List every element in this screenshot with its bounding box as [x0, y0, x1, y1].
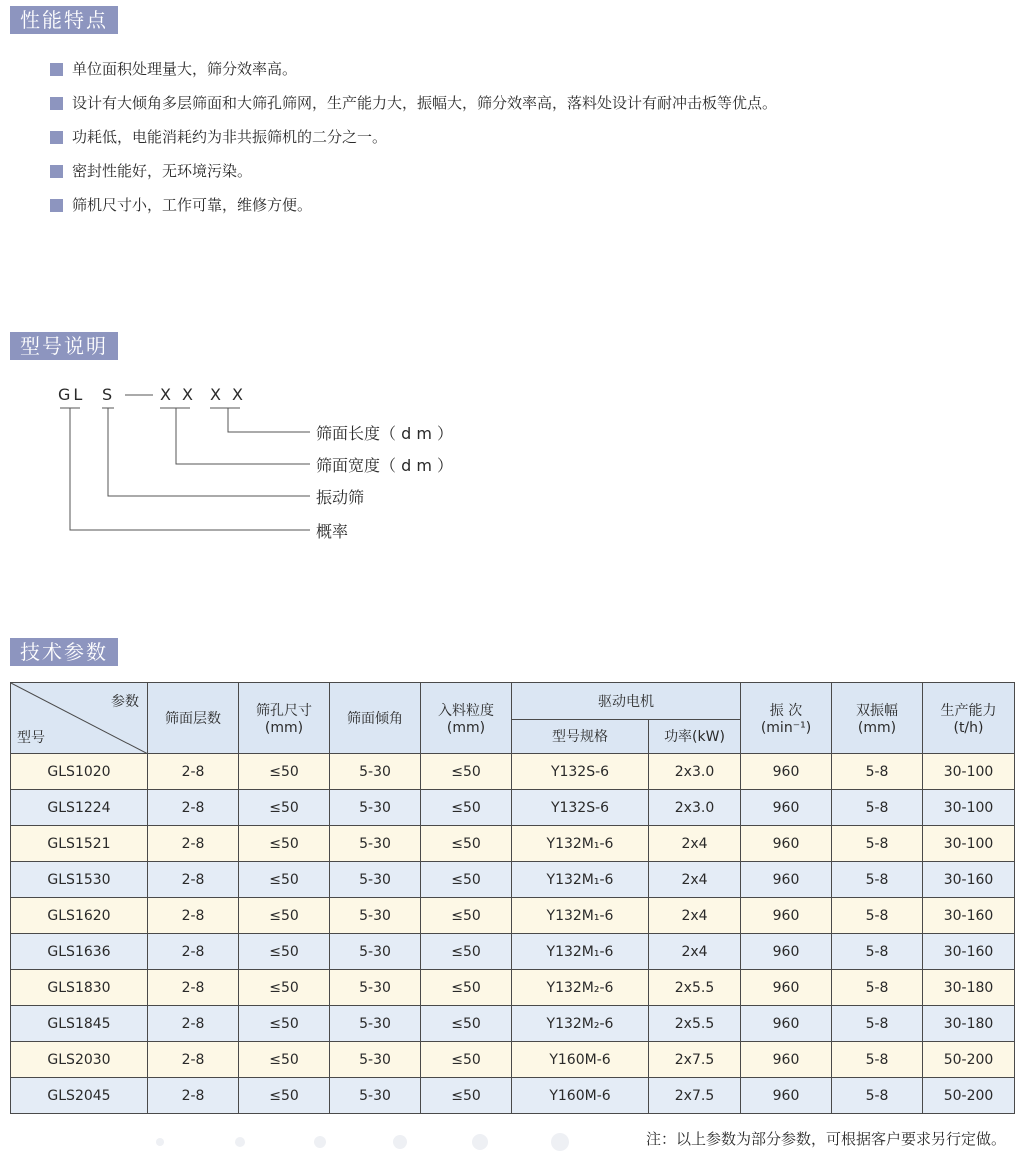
header-angle: 筛面倾角: [330, 683, 421, 754]
cell-angle: 5-30: [330, 1006, 421, 1042]
cell-frequency: 960: [741, 934, 832, 970]
cell-motor-model: Y132S-6: [512, 754, 649, 790]
cell-model: GLS1830: [11, 970, 148, 1006]
table-row: [11, 826, 1015, 862]
cell-capacity: 30-100: [923, 790, 1015, 826]
cell-angle: 5-30: [330, 1078, 421, 1114]
cell-capacity: 30-100: [923, 754, 1015, 790]
cell-amplitude: 5-8: [832, 1006, 923, 1042]
feature-text: 密封性能好，无环境污染。: [72, 162, 253, 180]
cell-capacity: 30-160: [923, 862, 1015, 898]
cell-feed-size: ≤50: [421, 790, 512, 826]
cell-angle: 5-30: [330, 970, 421, 1006]
table-row: [11, 970, 1015, 1006]
cell-motor-model: Y132M₁-6: [512, 934, 649, 970]
cell-model: GLS1521: [11, 826, 148, 862]
specs-title: 技术参数: [10, 638, 118, 666]
cell-frequency: 960: [741, 970, 832, 1006]
cell-feed-size: ≤50: [421, 934, 512, 970]
cell-hole-size: ≤50: [239, 970, 330, 1006]
cell-hole-size: ≤50: [239, 1006, 330, 1042]
cell-model: GLS1636: [11, 934, 148, 970]
header-hole-size: 筛孔尺寸 (mm): [239, 683, 330, 754]
footnote: 注：以上参数为部分参数，可根据客户要求另行定做。: [645, 1130, 1006, 1148]
model-code-s: S: [102, 385, 116, 404]
cell-hole-size: ≤50: [239, 862, 330, 898]
header-motor-power: 功率(kW): [649, 719, 741, 754]
cell-model: GLS2045: [11, 1078, 148, 1114]
cell-hole-size: ≤50: [239, 826, 330, 862]
cell-layers: 2-8: [148, 754, 239, 790]
cell-frequency: 960: [741, 1078, 832, 1114]
cell-angle: 5-30: [330, 790, 421, 826]
cell-motor-model: Y132M₁-6: [512, 862, 649, 898]
cell-amplitude: 5-8: [832, 790, 923, 826]
table-row: [11, 934, 1015, 970]
cell-motor-power: 2x5.5: [649, 1006, 741, 1042]
model-desc-rate: 概率: [316, 522, 349, 541]
model-code-gl: GL: [58, 385, 86, 404]
cell-motor-power: 2x3.0: [649, 754, 741, 790]
header-motor-model: 型号规格: [512, 719, 649, 754]
cell-hole-size: ≤50: [239, 790, 330, 826]
header-feed-size: 入料粒度 (mm): [421, 683, 512, 754]
cell-angle: 5-30: [330, 862, 421, 898]
cell-model: GLS1530: [11, 862, 148, 898]
cell-motor-power: 2x4: [649, 862, 741, 898]
cell-layers: 2-8: [148, 970, 239, 1006]
cell-layers: 2-8: [148, 1042, 239, 1078]
model-desc-length: 筛面长度（ d m ）: [316, 424, 454, 443]
table-row: [11, 1078, 1015, 1114]
cell-feed-size: ≤50: [421, 970, 512, 1006]
cell-amplitude: 5-8: [832, 862, 923, 898]
cell-motor-model: Y160M-6: [512, 1078, 649, 1114]
feature-text: 设计有大倾角多层筛面和大筛孔筛网，生产能力大，振幅大，筛分效率高，落料处设计有耐冲击板等优点。: [72, 94, 778, 112]
features-title: 性能特点: [10, 6, 118, 34]
cell-feed-size: ≤50: [421, 1078, 512, 1114]
header-amplitude: 双振幅 (mm): [832, 683, 923, 754]
cell-model: GLS1845: [11, 1006, 148, 1042]
model-desc-type: 振动筛: [316, 488, 365, 507]
cell-frequency: 960: [741, 826, 832, 862]
cell-model: GLS2030: [11, 1042, 148, 1078]
model-title: 型号说明: [10, 332, 118, 360]
cell-capacity: 30-160: [923, 898, 1015, 934]
cell-motor-model: Y132M₁-6: [512, 826, 649, 862]
cell-model: GLS1020: [11, 754, 148, 790]
feature-text: 筛机尺寸小，工作可靠，维修方便。: [72, 196, 313, 214]
cell-model: GLS1224: [11, 790, 148, 826]
table-row: [11, 862, 1015, 898]
feature-text: 单位面积处理量大，筛分效率高。: [72, 60, 298, 78]
cell-frequency: 960: [741, 898, 832, 934]
cell-frequency: 960: [741, 862, 832, 898]
cell-frequency: 960: [741, 754, 832, 790]
cell-capacity: 30-180: [923, 970, 1015, 1006]
cell-amplitude: 5-8: [832, 1042, 923, 1078]
cell-amplitude: 5-8: [832, 826, 923, 862]
cell-capacity: 50-200: [923, 1042, 1015, 1078]
cell-motor-power: 2x5.5: [649, 970, 741, 1006]
cell-layers: 2-8: [148, 1006, 239, 1042]
cell-angle: 5-30: [330, 826, 421, 862]
cell-angle: 5-30: [330, 1042, 421, 1078]
cell-motor-model: Y132S-6: [512, 790, 649, 826]
cell-capacity: 30-100: [923, 826, 1015, 862]
cell-capacity: 50-200: [923, 1078, 1015, 1114]
specs-table: [10, 682, 1015, 1114]
header-capacity: 生产能力 (t/h): [923, 683, 1015, 754]
model-connector-lines: [0, 0, 1022, 560]
cell-model: GLS1620: [11, 898, 148, 934]
cell-feed-size: ≤50: [421, 826, 512, 862]
cell-layers: 2-8: [148, 862, 239, 898]
cell-motor-model: Y160M-6: [512, 1042, 649, 1078]
cell-capacity: 30-180: [923, 1006, 1015, 1042]
cell-hole-size: ≤50: [239, 898, 330, 934]
cell-angle: 5-30: [330, 898, 421, 934]
cell-motor-model: Y132M₂-6: [512, 970, 649, 1006]
header-corner-params: 参数: [111, 694, 139, 710]
cell-amplitude: 5-8: [832, 970, 923, 1006]
cell-frequency: 960: [741, 790, 832, 826]
cell-hole-size: ≤50: [239, 1078, 330, 1114]
cell-amplitude: 5-8: [832, 934, 923, 970]
cell-amplitude: 5-8: [832, 898, 923, 934]
header-layers: 筛面层数: [148, 683, 239, 754]
cell-motor-power: 2x4: [649, 934, 741, 970]
cell-motor-power: 2x7.5: [649, 1042, 741, 1078]
header-corner: [11, 683, 148, 754]
cell-layers: 2-8: [148, 934, 239, 970]
cell-motor-power: 2x4: [649, 826, 741, 862]
header-frequency: 振 次 (min⁻¹): [741, 683, 832, 754]
cell-motor-power: 2x7.5: [649, 1078, 741, 1114]
cell-layers: 2-8: [148, 898, 239, 934]
table-row: [11, 790, 1015, 826]
cell-layers: 2-8: [148, 790, 239, 826]
cell-feed-size: ≤50: [421, 862, 512, 898]
cell-layers: 2-8: [148, 826, 239, 862]
cell-hole-size: ≤50: [239, 934, 330, 970]
cell-amplitude: 5-8: [832, 1078, 923, 1114]
model-desc-width: 筛面宽度（ d m ）: [316, 456, 454, 475]
table-row: [11, 1042, 1015, 1078]
model-code-width: X X: [160, 385, 197, 404]
model-code-length: X X: [210, 385, 247, 404]
cell-angle: 5-30: [330, 754, 421, 790]
cell-feed-size: ≤50: [421, 1042, 512, 1078]
table-row: [11, 1006, 1015, 1042]
table-row: [11, 898, 1015, 934]
cell-layers: 2-8: [148, 1078, 239, 1114]
cell-hole-size: ≤50: [239, 754, 330, 790]
cell-hole-size: ≤50: [239, 1042, 330, 1078]
cell-motor-power: 2x4: [649, 898, 741, 934]
cell-amplitude: 5-8: [832, 754, 923, 790]
header-motor: 驱动电机: [512, 683, 741, 720]
feature-text: 功耗低，电能消耗约为非共振筛机的二分之一。: [72, 128, 388, 146]
cell-capacity: 30-160: [923, 934, 1015, 970]
header-corner-model: 型号: [17, 730, 45, 746]
cell-motor-power: 2x3.0: [649, 790, 741, 826]
cell-frequency: 960: [741, 1042, 832, 1078]
cell-feed-size: ≤50: [421, 898, 512, 934]
cell-angle: 5-30: [330, 934, 421, 970]
cell-frequency: 960: [741, 1006, 832, 1042]
cell-feed-size: ≤50: [421, 754, 512, 790]
table-row: [11, 754, 1015, 790]
specs-table-body: [11, 754, 1015, 1114]
cell-motor-model: Y132M₂-6: [512, 1006, 649, 1042]
cell-motor-model: Y132M₁-6: [512, 898, 649, 934]
cell-feed-size: ≤50: [421, 1006, 512, 1042]
